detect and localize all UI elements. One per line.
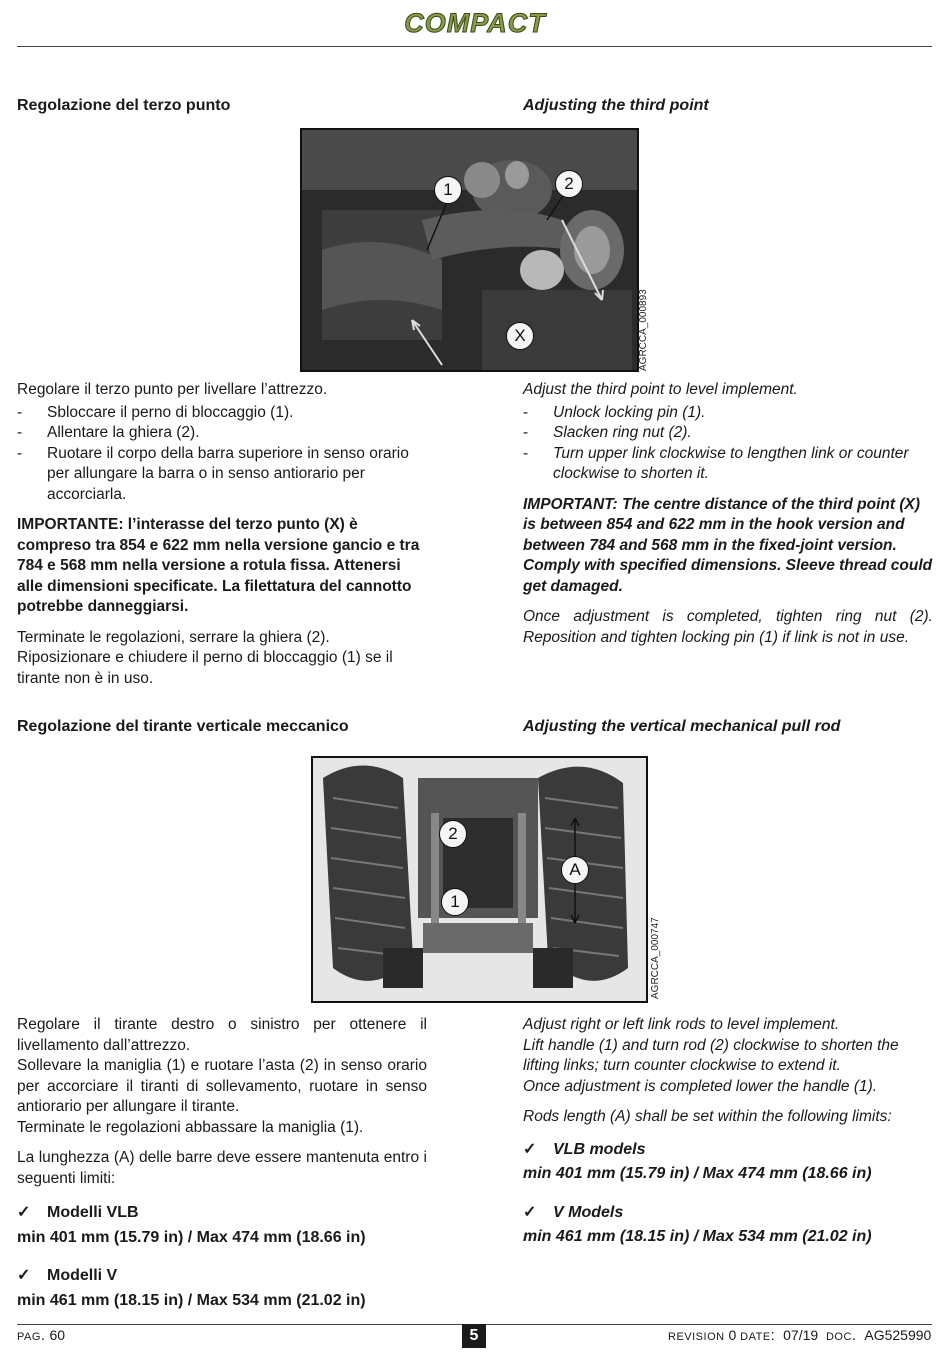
section1-title-en: Adjusting the third point	[523, 97, 709, 114]
header-rule	[17, 46, 932, 47]
chapter-number: 5	[462, 1324, 486, 1348]
figure2-code: AGRCCA_000747	[650, 917, 661, 999]
en2-p1: Adjust right or left link rods to level implement.	[523, 1016, 840, 1033]
it-model-v-limit: min 461 mm (18.15 in) / Max 534 mm (21.02 in)	[17, 1291, 366, 1309]
it-step-3: - Ruotare il corpo della barra superiore in senso orario per allungare la barra o in senso antiorario per accorciarla.	[17, 444, 409, 503]
figure1-code: AGRCCA_000893	[638, 289, 649, 371]
logo-text: COMPACT	[404, 8, 546, 38]
en-important: IMPORTANT: The centre distance of the third point (X) is between 854 and 622 mm in the hook version and between 784 and 568 mm in the fixed-joint version.	[523, 495, 920, 554]
en-model-v-limit: min 461 mm (18.15 in) / Max 534 mm (21.02 in)	[523, 1228, 872, 1245]
third-point-figure	[300, 128, 639, 372]
callout-2b: 2	[439, 820, 467, 848]
footer-revision	[668, 1327, 931, 1344]
it-model-v: ✓ Modelli V	[17, 1267, 118, 1284]
it-important: IMPORTANTE: l’interasse del terzo punto (X) è compreso tra 854 e 622 mm nella versione gancio e tra 784 e 568 mm nella versione a rotula fissa. Attenersi alle dimensioni specificate. La filettatura del cannotto potrebbe danneggiarsi.	[17, 516, 420, 615]
en2-p4: Rods length (A) shall be set within the following limits:	[523, 1108, 892, 1125]
en-important-2: Comply with specified dimensions. Sleeve thread could get damaged.	[523, 557, 933, 595]
callout-x: X	[506, 322, 534, 350]
page-number: 60	[49, 1327, 66, 1343]
it2-p4: La lunghezza (A) delle barre deve essere mantenuta entro i seguenti limiti:	[17, 1149, 427, 1187]
en-step-1: - Unlock locking pin (1).	[523, 403, 706, 421]
third-point-photo	[302, 130, 637, 370]
it2-p3: Terminate le regolazioni abbassare la maniglia (1).	[17, 1118, 364, 1136]
callout-2: 2	[555, 170, 583, 198]
en2-p3: Once adjustment is completed lower the handle (1).	[523, 1077, 878, 1095]
it-step-2: - Allentare la ghiera (2).	[17, 424, 200, 441]
footer-page	[17, 1327, 65, 1344]
en-intro: Adjust the third point to level implement.	[523, 381, 798, 398]
en-closing: Once adjustment is completed, tighten ring nut (2). Reposition and tighten locking pin (1) if link is not in use.	[523, 608, 933, 646]
section2-title-it: Regolazione del tirante verticale meccanico	[17, 718, 349, 735]
pull-rod-figure	[311, 756, 648, 1003]
section1-title-it: Regolazione del terzo punto	[17, 97, 231, 114]
en-model-vlb-limit: min 401 mm (15.79 in) / Max 474 mm (18.66 in)	[523, 1165, 872, 1182]
compact-logo	[0, 6, 950, 45]
section1-it-text	[17, 380, 427, 699]
section2-title-en: Adjusting the vertical mechanical pull rod	[523, 718, 841, 735]
revision-value: 0	[728, 1327, 737, 1343]
date-label: date:	[740, 1327, 776, 1344]
en-step-2: - Slacken ring nut (2).	[523, 424, 692, 441]
compact-logo-graphic	[375, 6, 575, 40]
en-model-vlb: ✓ VLB models	[523, 1140, 646, 1158]
section1-en-text	[523, 380, 933, 658]
it-step-1: - Sbloccare il perno di bloccaggio (1).	[17, 403, 294, 421]
section2-it-text	[17, 1015, 427, 1329]
pag-label: pag.	[17, 1327, 46, 1344]
en-model-v: ✓ V Models	[523, 1203, 624, 1221]
it2-p1: Regolare il tirante destro o sinistro per ottenere il livellamento dall’attrezzo.	[17, 1016, 427, 1054]
doc-label: doc.	[825, 1327, 857, 1344]
section2-en-text	[523, 1015, 933, 1266]
en-step-3: - Turn upper link clockwise to lengthen link or counter clockwise to shorten it.	[523, 444, 909, 482]
doc-value: AG525990	[864, 1327, 932, 1343]
callout-a: A	[561, 856, 589, 884]
it2-p2: Sollevare la maniglia (1) e ruotare l’asta (2) in senso orario per accorciare il tiranti di sollevamento, ruotare in senso antiorario per allungare il tirante.	[17, 1057, 427, 1115]
date-value: 07/19	[783, 1327, 819, 1343]
it-closing: Terminate le regolazioni, serrare la ghiera (2). Riposizionare e chiudere il perno di bloccaggio (1) se il tirante non è in uso.	[17, 628, 393, 687]
revision-label: revision	[668, 1327, 725, 1344]
it-intro: Regolare il terzo punto per livellare l’attrezzo.	[17, 381, 328, 398]
it-model-vlb-limit: min 401 mm (15.79 in) / Max 474 mm (18.66 in)	[17, 1228, 366, 1246]
callout-1: 1	[434, 176, 462, 204]
callout-1b: 1	[441, 888, 469, 916]
it-model-vlb: ✓ Modelli VLB	[17, 1204, 139, 1221]
pull-rod-photo	[313, 758, 646, 1001]
en2-p2: Lift handle (1) and turn rod (2) clockwise to shorten the lifting links; turn counter clockwise to extend it.	[523, 1036, 899, 1074]
